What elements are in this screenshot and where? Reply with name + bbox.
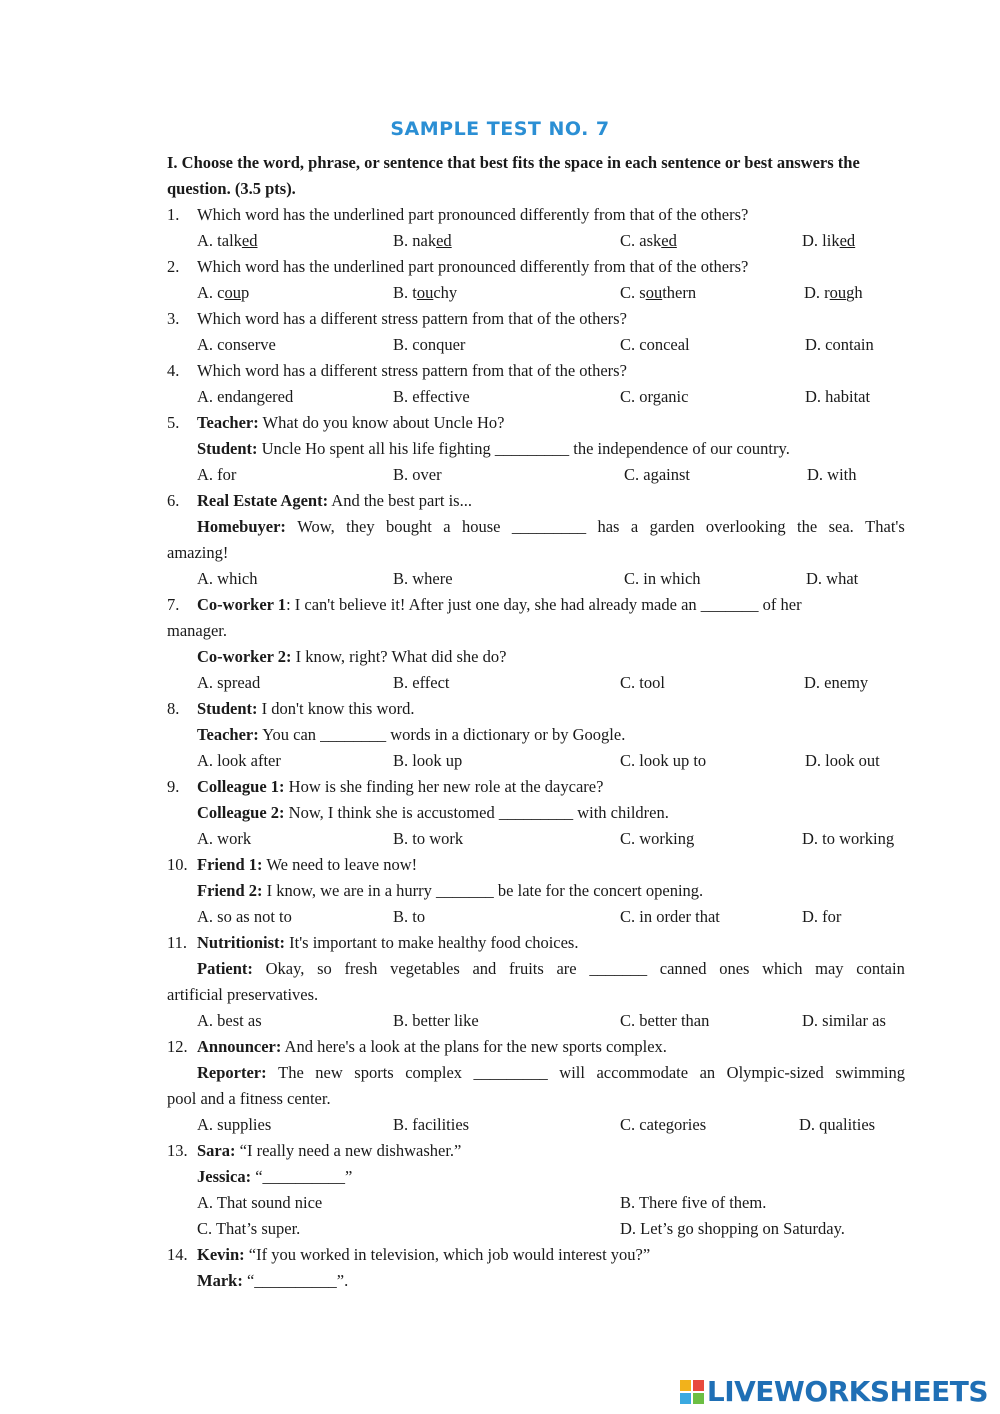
q4-option-a[interactable]: A. endangered bbox=[197, 387, 294, 406]
q12-option-b[interactable]: B. facilities bbox=[393, 1115, 470, 1134]
q3-option-d[interactable]: D. contain bbox=[805, 335, 874, 354]
q7-line-1-cont: manager. bbox=[167, 621, 228, 640]
q6-line-1: Real Estate Agent: And the best part is... bbox=[197, 491, 472, 510]
q4-option-b[interactable]: B. effective bbox=[393, 387, 470, 406]
q4-option-d[interactable]: D. habitat bbox=[805, 387, 871, 406]
q8-option-b[interactable]: B. look up bbox=[393, 751, 463, 770]
q8-number: 8. bbox=[167, 699, 180, 718]
q13-line-2: Jessica: “__________” bbox=[197, 1167, 353, 1186]
q11-number: 11. bbox=[167, 933, 188, 952]
q1-number: 1. bbox=[167, 205, 180, 224]
q4-number: 4. bbox=[167, 361, 180, 380]
q12-option-d[interactable]: D. qualities bbox=[799, 1115, 876, 1134]
q11-option-b[interactable]: B. better like bbox=[393, 1011, 479, 1030]
q10-line-1: Friend 1: We need to leave now! bbox=[197, 855, 418, 874]
q13-option-b[interactable]: B. There five of them. bbox=[620, 1193, 767, 1212]
q5-line-1: Teacher: What do you know about Uncle Ho? bbox=[197, 413, 505, 432]
q12-line-2-cont: pool and a fitness center. bbox=[167, 1089, 331, 1108]
q10-option-b[interactable]: B. to bbox=[393, 907, 426, 926]
q10-option-d[interactable]: D. for bbox=[802, 907, 842, 926]
q3-option-b[interactable]: B. conquer bbox=[393, 335, 466, 354]
q1-option-c[interactable]: C. asked bbox=[620, 231, 677, 250]
q9-option-d[interactable]: D. to working bbox=[802, 829, 895, 848]
q13-option-a[interactable]: A. That sound nice bbox=[197, 1193, 323, 1212]
q7-option-c[interactable]: C. tool bbox=[620, 673, 665, 692]
q10-number: 10. bbox=[167, 855, 188, 874]
q11-line-2-cont: artificial preservatives. bbox=[167, 985, 319, 1004]
q11-line-2: Patient: Okay, so fresh vegetables and fruits are _______ canned ones which may contain bbox=[197, 959, 905, 978]
q9-option-b[interactable]: B. to work bbox=[393, 829, 464, 848]
q3-option-c[interactable]: C. conceal bbox=[620, 335, 690, 354]
q6-number: 6. bbox=[167, 491, 180, 510]
q9-option-c[interactable]: C. working bbox=[620, 829, 695, 848]
q14-line-2: Mark: “__________”. bbox=[197, 1271, 349, 1290]
q13-line-1: Sara: “I really need a new dishwasher.” bbox=[197, 1141, 462, 1160]
q6-line-2: Homebuyer: Wow, they bought a house _________ has a garden overlooking the sea. That's bbox=[197, 517, 905, 536]
q10-option-a[interactable]: A. so as not to bbox=[197, 907, 292, 926]
q5-option-b[interactable]: B. over bbox=[393, 465, 442, 484]
q12-line-1: Announcer: And here's a look at the plans for the new sports complex. bbox=[197, 1037, 667, 1056]
q1-question: Which word has the underlined part pronounced differently from that of the others? bbox=[197, 205, 749, 224]
q7-option-a[interactable]: A. spread bbox=[197, 673, 261, 692]
liveworksheets-logo bbox=[680, 1375, 988, 1408]
q6-option-c[interactable]: C. in which bbox=[624, 569, 701, 588]
q14-number: 14. bbox=[167, 1245, 188, 1264]
q9-option-a[interactable]: A. work bbox=[197, 829, 252, 848]
q11-option-a[interactable]: A. best as bbox=[197, 1011, 262, 1030]
q11-option-d[interactable]: D. similar as bbox=[802, 1011, 886, 1030]
q6-line-2-cont: amazing! bbox=[167, 543, 229, 562]
q12-option-a[interactable]: A. supplies bbox=[197, 1115, 272, 1134]
q7-option-d[interactable]: D. enemy bbox=[804, 673, 869, 692]
q12-number: 12. bbox=[167, 1037, 188, 1056]
q9-number: 9. bbox=[167, 777, 180, 796]
q7-number: 7. bbox=[167, 595, 180, 614]
q13-option-c[interactable]: C. That’s super. bbox=[197, 1219, 301, 1238]
logo-blocks-icon bbox=[680, 1380, 704, 1404]
q6-option-a[interactable]: A. which bbox=[197, 569, 258, 588]
q11-option-c[interactable]: C. better than bbox=[620, 1011, 710, 1030]
q12-option-c[interactable]: C. categories bbox=[620, 1115, 707, 1134]
q2-question: Which word has the underlined part pronounced differently from that of the others? bbox=[197, 257, 749, 276]
q1-option-d[interactable]: D. liked bbox=[802, 231, 856, 250]
q1-option-b[interactable]: B. naked bbox=[393, 231, 452, 250]
section-instructions: I. Choose the word, phrase, or sentence that best fits the space in each sentence or best answers the question. (3.5 pts). bbox=[167, 153, 860, 198]
q8-line-1: Student: I don't know this word. bbox=[197, 699, 415, 718]
q14-line-1: Kevin: “If you worked in television, which job would interest you?” bbox=[197, 1245, 651, 1264]
q9-line-1: Colleague 1: How is she finding her new role at the daycare? bbox=[197, 777, 604, 796]
q10-line-2: Friend 2: I know, we are in a hurry _______ be late for the concert opening. bbox=[197, 881, 704, 900]
q7-line-2: Co-worker 2: I know, right? What did she do? bbox=[197, 647, 507, 666]
q2-option-c[interactable]: C. southern bbox=[620, 283, 697, 302]
q1-option-a[interactable]: A. talked bbox=[197, 231, 258, 250]
q7-line-1: Co-worker 1: I can't believe it! After just one day, she had already made an _______ of her bbox=[197, 595, 802, 614]
q6-option-b[interactable]: B. where bbox=[393, 569, 453, 588]
q9-line-2: Colleague 2: Now, I think she is accustomed _________ with children. bbox=[197, 803, 669, 822]
q3-number: 3. bbox=[167, 309, 180, 328]
q5-option-a[interactable]: A. for bbox=[197, 465, 237, 484]
q8-option-d[interactable]: D. look out bbox=[805, 751, 880, 770]
q6-option-d[interactable]: D. what bbox=[806, 569, 859, 588]
q3-question: Which word has a different stress pattern from that of the others? bbox=[197, 309, 627, 328]
q2-option-b[interactable]: B. touchy bbox=[393, 283, 458, 302]
q5-option-d[interactable]: D. with bbox=[807, 465, 857, 484]
q3-option-a[interactable]: A. conserve bbox=[197, 335, 276, 354]
q8-line-2: Teacher: You can ________ words in a dictionary or by Google. bbox=[197, 725, 626, 744]
q10-option-c[interactable]: C. in order that bbox=[620, 907, 720, 926]
q11-line-1: Nutritionist: It's important to make healthy food choices. bbox=[197, 933, 579, 952]
q4-question: Which word has a different stress pattern from that of the others? bbox=[197, 361, 627, 380]
q13-option-d[interactable]: D. Let’s go shopping on Saturday. bbox=[620, 1219, 845, 1238]
q13-number: 13. bbox=[167, 1141, 188, 1160]
q2-option-d[interactable]: D. rough bbox=[804, 283, 863, 302]
q7-option-b[interactable]: B. effect bbox=[393, 673, 450, 692]
q8-option-c[interactable]: C. look up to bbox=[620, 751, 707, 770]
q5-number: 5. bbox=[167, 413, 180, 432]
page-title: SAMPLE TEST NO. 7 bbox=[390, 118, 610, 140]
q2-option-a[interactable]: A. coup bbox=[197, 283, 250, 302]
q4-option-c[interactable]: C. organic bbox=[620, 387, 689, 406]
q5-option-c[interactable]: C. against bbox=[624, 465, 690, 484]
q12-line-2: Reporter: The new sports complex _________ will accommodate an Olympic-sized swimming bbox=[197, 1063, 905, 1082]
q5-line-2: Student: Uncle Ho spent all his life fighting _________ the independence of our country. bbox=[197, 439, 790, 458]
q2-number: 2. bbox=[167, 257, 180, 276]
q8-option-a[interactable]: A. look after bbox=[197, 751, 281, 770]
brand-name: LIVEWORKSHEETS bbox=[706, 1375, 988, 1408]
